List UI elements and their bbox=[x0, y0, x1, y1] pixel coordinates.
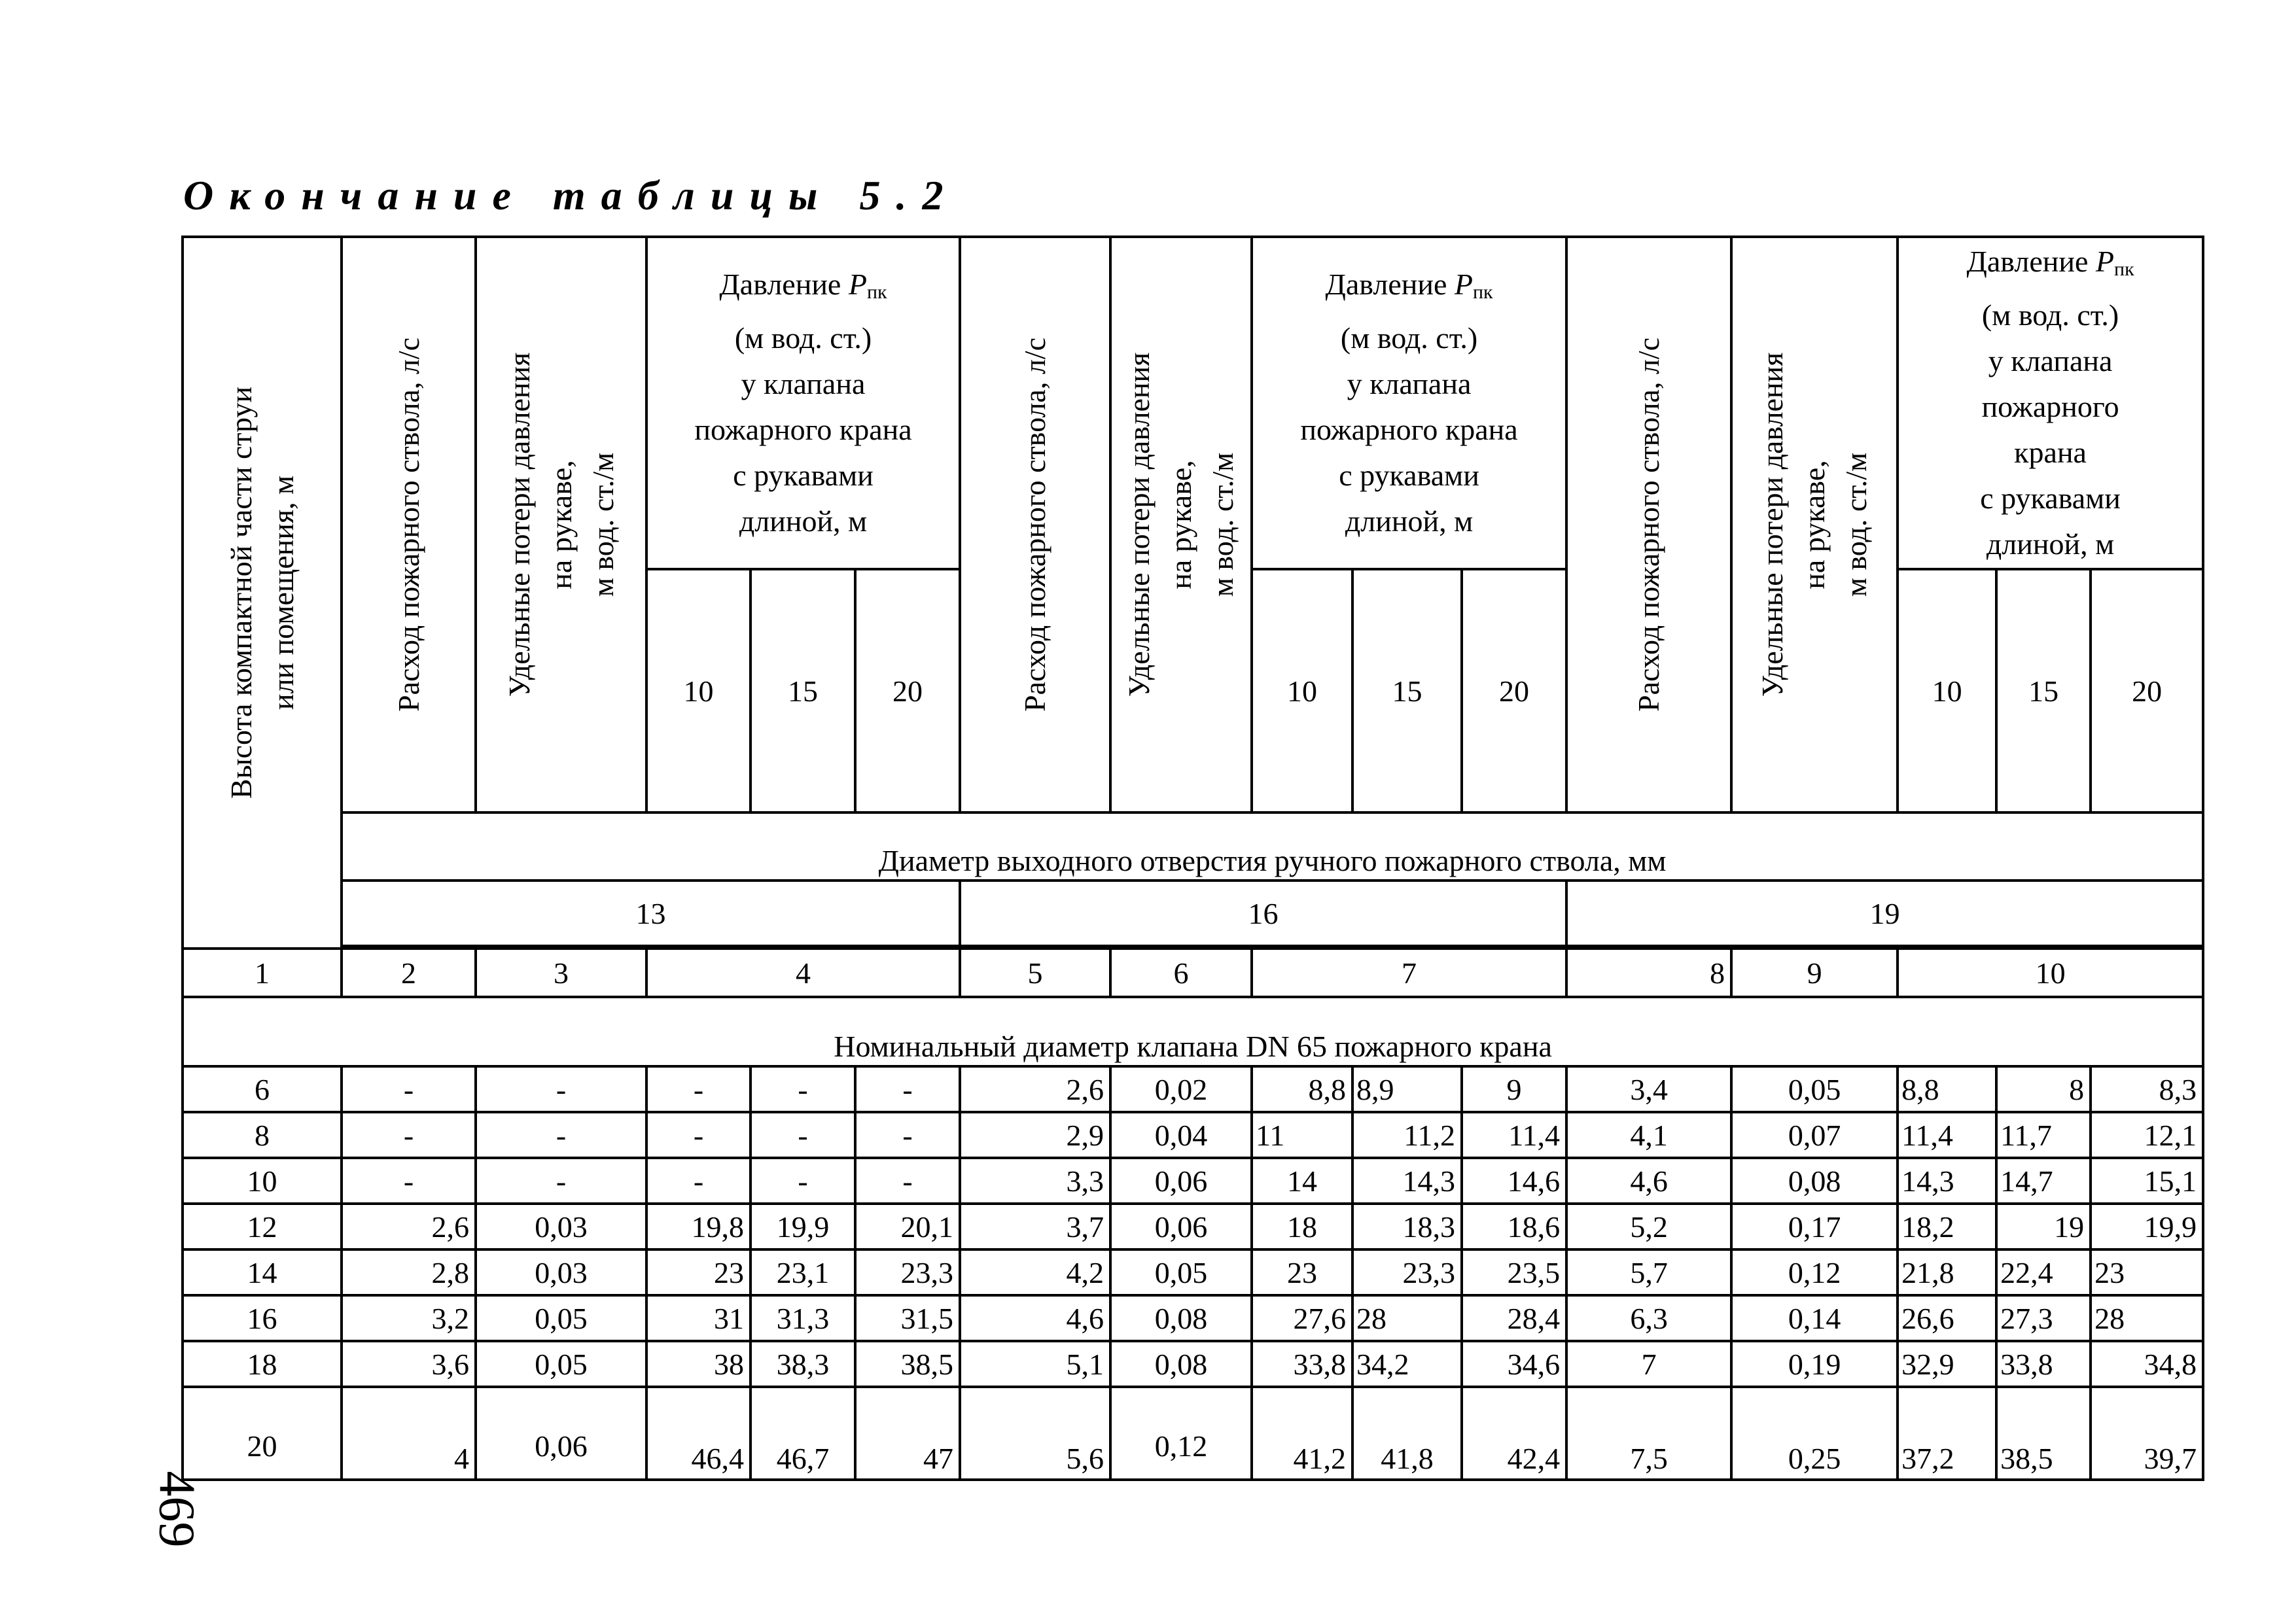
cell: 7 bbox=[1566, 1341, 1731, 1387]
cell: 42,4 bbox=[1462, 1387, 1566, 1480]
cell-height: 18 bbox=[183, 1341, 342, 1387]
cell: 0,08 bbox=[1110, 1295, 1252, 1341]
cell: 26,6 bbox=[1898, 1295, 1996, 1341]
cell: - bbox=[476, 1066, 646, 1112]
cell: 0,04 bbox=[1110, 1112, 1252, 1158]
cell: 14,3 bbox=[1352, 1158, 1462, 1204]
header-loss-13: Удельные потери давления на рукаве, м вод. ст./м bbox=[476, 237, 646, 812]
cell: 5,1 bbox=[960, 1341, 1110, 1387]
length-10: 10 bbox=[1252, 569, 1352, 812]
cell: 0,14 bbox=[1731, 1295, 1898, 1341]
section-title: Номинальный диаметр клапана DN 65 пожарного крана bbox=[183, 997, 2203, 1066]
cell: 0,12 bbox=[1110, 1387, 1252, 1480]
cell: 2,9 bbox=[960, 1112, 1110, 1158]
cell: 31,3 bbox=[751, 1295, 855, 1341]
cell: 38,5 bbox=[855, 1341, 960, 1387]
cell: 11 bbox=[1252, 1112, 1352, 1158]
column-number: 7 bbox=[1252, 949, 1566, 997]
table-row bbox=[183, 1341, 2203, 1387]
cell: 0,12 bbox=[1731, 1249, 1898, 1295]
header-pressure-16: Давление $P_{пк}$ (м вод. ст.) у клапана пожарного крана с рукавами длиной, м bbox=[1252, 237, 1566, 569]
cell: 0,05 bbox=[476, 1295, 646, 1341]
diameter-band: Диаметр выходного отверстия ручного пожарного ствола, мм bbox=[342, 812, 2203, 881]
cell: 28,4 bbox=[1462, 1295, 1566, 1341]
cell: 8,8 bbox=[1252, 1066, 1352, 1112]
column-number: 10 bbox=[1898, 949, 2203, 997]
cell: 37,2 bbox=[1898, 1387, 1996, 1480]
cell: 2,8 bbox=[342, 1249, 476, 1295]
header-pressure-19: Давление $P_{пк}$ (м вод. ст.) у клапана пожарного крана с рукавами длиной, м bbox=[1898, 237, 2203, 569]
data-table bbox=[181, 236, 2204, 1481]
cell: 15,1 bbox=[2091, 1158, 2203, 1204]
cell: 11,4 bbox=[1898, 1112, 1996, 1158]
cell: - bbox=[342, 1066, 476, 1112]
column-number: 8 bbox=[1566, 949, 1731, 997]
cell: 18,3 bbox=[1352, 1204, 1462, 1249]
cell: 31,5 bbox=[855, 1295, 960, 1341]
cell: - bbox=[646, 1112, 751, 1158]
header-flow-16: Расход пожарного ствола, л/с bbox=[960, 237, 1110, 812]
cell-height: 10 bbox=[183, 1158, 342, 1204]
table-row bbox=[183, 1112, 2203, 1158]
length-10: 10 bbox=[1898, 569, 1996, 812]
cell: 18 bbox=[1252, 1204, 1352, 1249]
cell: 14,7 bbox=[1996, 1158, 2091, 1204]
cell-height: 20 bbox=[183, 1387, 342, 1480]
cell: 23 bbox=[646, 1249, 751, 1295]
header-height: Высота компактной части струи или помещения, м bbox=[183, 237, 342, 949]
cell: 47 bbox=[855, 1387, 960, 1480]
cell: 19,9 bbox=[2091, 1204, 2203, 1249]
cell: - bbox=[751, 1066, 855, 1112]
cell: 33,8 bbox=[1996, 1341, 2091, 1387]
cell: 0,03 bbox=[476, 1204, 646, 1249]
cell: - bbox=[855, 1158, 960, 1204]
section-title-row bbox=[183, 997, 2203, 1066]
cell: 28 bbox=[1352, 1295, 1462, 1341]
cell: 0,07 bbox=[1731, 1112, 1898, 1158]
cell: 5,6 bbox=[960, 1387, 1110, 1480]
cell: 38 bbox=[646, 1341, 751, 1387]
cell: 34,8 bbox=[2091, 1341, 2203, 1387]
cell: - bbox=[342, 1158, 476, 1204]
cell: 4 bbox=[342, 1387, 476, 1480]
table-row bbox=[183, 1249, 2203, 1295]
length-15: 15 bbox=[751, 569, 855, 812]
cell: 8,3 bbox=[2091, 1066, 2203, 1112]
cell: 3,3 bbox=[960, 1158, 1110, 1204]
cell: 46,7 bbox=[751, 1387, 855, 1480]
cell: 3,2 bbox=[342, 1295, 476, 1341]
length-20: 20 bbox=[1462, 569, 1566, 812]
header-row-top bbox=[183, 237, 2203, 569]
page-number: 469 bbox=[149, 1471, 206, 1548]
table-row bbox=[183, 1158, 2203, 1204]
cell: 2,6 bbox=[960, 1066, 1110, 1112]
cell: 38,3 bbox=[751, 1341, 855, 1387]
diameter-values-row bbox=[183, 881, 2203, 946]
table-row bbox=[183, 1295, 2203, 1341]
cell: 8,9 bbox=[1352, 1066, 1462, 1112]
header-loss-16: Удельные потери давления на рукаве, м вод. ст./м bbox=[1110, 237, 1252, 812]
cell: 0,06 bbox=[1110, 1158, 1252, 1204]
cell: 2,6 bbox=[342, 1204, 476, 1249]
cell-height: 12 bbox=[183, 1204, 342, 1249]
cell: 0,05 bbox=[1110, 1249, 1252, 1295]
cell: 9 bbox=[1462, 1066, 1566, 1112]
header-pressure-13: Давление $P_{пк}$ (м вод. ст.) у клапана пожарного крана с рукавами длиной, м bbox=[646, 237, 960, 569]
cell: 14 bbox=[1252, 1158, 1352, 1204]
cell: 5,7 bbox=[1566, 1249, 1731, 1295]
table-row bbox=[183, 1204, 2203, 1249]
table-row bbox=[183, 1066, 2203, 1112]
cell: 0,08 bbox=[1731, 1158, 1898, 1204]
cell: 0,05 bbox=[1731, 1066, 1898, 1112]
length-15: 15 bbox=[1352, 569, 1462, 812]
column-numbers-row bbox=[183, 949, 2203, 997]
cell: 0,08 bbox=[1110, 1341, 1252, 1387]
cell: 0,25 bbox=[1731, 1387, 1898, 1480]
cell: 46,4 bbox=[646, 1387, 751, 1480]
cell: 4,2 bbox=[960, 1249, 1110, 1295]
column-number: 3 bbox=[476, 949, 646, 997]
diameter-19: 19 bbox=[1566, 881, 2203, 946]
cell: 18,6 bbox=[1462, 1204, 1566, 1249]
cell: 6,3 bbox=[1566, 1295, 1731, 1341]
column-number: 9 bbox=[1731, 949, 1898, 997]
cell: 34,6 bbox=[1462, 1341, 1566, 1387]
cell: 41,2 bbox=[1252, 1387, 1352, 1480]
cell: 11,7 bbox=[1996, 1112, 2091, 1158]
cell: - bbox=[751, 1158, 855, 1204]
cell: 18,2 bbox=[1898, 1204, 1996, 1249]
cell: - bbox=[342, 1112, 476, 1158]
cell: 5,2 bbox=[1566, 1204, 1731, 1249]
cell: 38,5 bbox=[1996, 1387, 2091, 1480]
cell: 27,3 bbox=[1996, 1295, 2091, 1341]
cell: 19,9 bbox=[751, 1204, 855, 1249]
column-number: 1 bbox=[183, 949, 342, 997]
cell: 19 bbox=[1996, 1204, 2091, 1249]
cell: 32,9 bbox=[1898, 1341, 1996, 1387]
cell: 33,8 bbox=[1252, 1341, 1352, 1387]
cell: 7,5 bbox=[1566, 1387, 1731, 1480]
cell: - bbox=[646, 1158, 751, 1204]
cell: 4,6 bbox=[1566, 1158, 1731, 1204]
cell: 41,8 bbox=[1352, 1387, 1462, 1480]
cell: 0,19 bbox=[1731, 1341, 1898, 1387]
cell-height: 8 bbox=[183, 1112, 342, 1158]
header-flow-19: Расход пожарного ствола, л/с bbox=[1566, 237, 1731, 812]
table-caption: Окончание таблицы 5.2 bbox=[183, 172, 959, 218]
header-loss-19: Удельные потери давления на рукаве, м вод. ст./м bbox=[1731, 237, 1898, 812]
cell: - bbox=[855, 1112, 960, 1158]
cell: 34,2 bbox=[1352, 1341, 1462, 1387]
cell: - bbox=[855, 1066, 960, 1112]
cell: 23,1 bbox=[751, 1249, 855, 1295]
cell-height: 6 bbox=[183, 1066, 342, 1112]
cell: - bbox=[476, 1112, 646, 1158]
column-number: 4 bbox=[646, 949, 960, 997]
header-flow-13: Расход пожарного ствола, л/с bbox=[342, 237, 476, 812]
cell: 12,1 bbox=[2091, 1112, 2203, 1158]
cell: - bbox=[476, 1158, 646, 1204]
cell: 22,4 bbox=[1996, 1249, 2091, 1295]
cell: 21,8 bbox=[1898, 1249, 1996, 1295]
cell: 20,1 bbox=[855, 1204, 960, 1249]
cell: 0,02 bbox=[1110, 1066, 1252, 1112]
cell: 4,1 bbox=[1566, 1112, 1731, 1158]
cell: 19,8 bbox=[646, 1204, 751, 1249]
cell-height: 16 bbox=[183, 1295, 342, 1341]
column-number: 6 bbox=[1110, 949, 1252, 997]
cell: 0,17 bbox=[1731, 1204, 1898, 1249]
cell: 23,5 bbox=[1462, 1249, 1566, 1295]
cell: 14,3 bbox=[1898, 1158, 1996, 1204]
length-20: 20 bbox=[855, 569, 960, 812]
length-20: 20 bbox=[2091, 569, 2203, 812]
cell: 0,06 bbox=[476, 1387, 646, 1480]
cell: 0,03 bbox=[476, 1249, 646, 1295]
cell: 39,7 bbox=[2091, 1387, 2203, 1480]
cell: 23 bbox=[1252, 1249, 1352, 1295]
cell: 8,8 bbox=[1898, 1066, 1996, 1112]
cell: 3,4 bbox=[1566, 1066, 1731, 1112]
diameter-16: 16 bbox=[960, 881, 1566, 946]
cell: - bbox=[751, 1112, 855, 1158]
cell-height: 14 bbox=[183, 1249, 342, 1295]
cell: 3,6 bbox=[342, 1341, 476, 1387]
cell: 23,3 bbox=[1352, 1249, 1462, 1295]
length-10: 10 bbox=[646, 569, 751, 812]
diameter-13: 13 bbox=[342, 881, 960, 946]
cell: 8 bbox=[1996, 1066, 2091, 1112]
cell: 31 bbox=[646, 1295, 751, 1341]
cell: 11,4 bbox=[1462, 1112, 1566, 1158]
cell: 0,06 bbox=[1110, 1204, 1252, 1249]
table-row bbox=[183, 1387, 2203, 1480]
cell: 28 bbox=[2091, 1295, 2203, 1341]
column-number: 5 bbox=[960, 949, 1110, 997]
diameter-band-row bbox=[183, 812, 2203, 881]
cell: 4,6 bbox=[960, 1295, 1110, 1341]
cell: 14,6 bbox=[1462, 1158, 1566, 1204]
column-number: 2 bbox=[342, 949, 476, 997]
cell: 23,3 bbox=[855, 1249, 960, 1295]
length-15: 15 bbox=[1996, 569, 2091, 812]
cell: 23 bbox=[2091, 1249, 2203, 1295]
cell: - bbox=[646, 1066, 751, 1112]
cell: 27,6 bbox=[1252, 1295, 1352, 1341]
cell: 0,05 bbox=[476, 1341, 646, 1387]
cell: 3,7 bbox=[960, 1204, 1110, 1249]
cell: 11,2 bbox=[1352, 1112, 1462, 1158]
